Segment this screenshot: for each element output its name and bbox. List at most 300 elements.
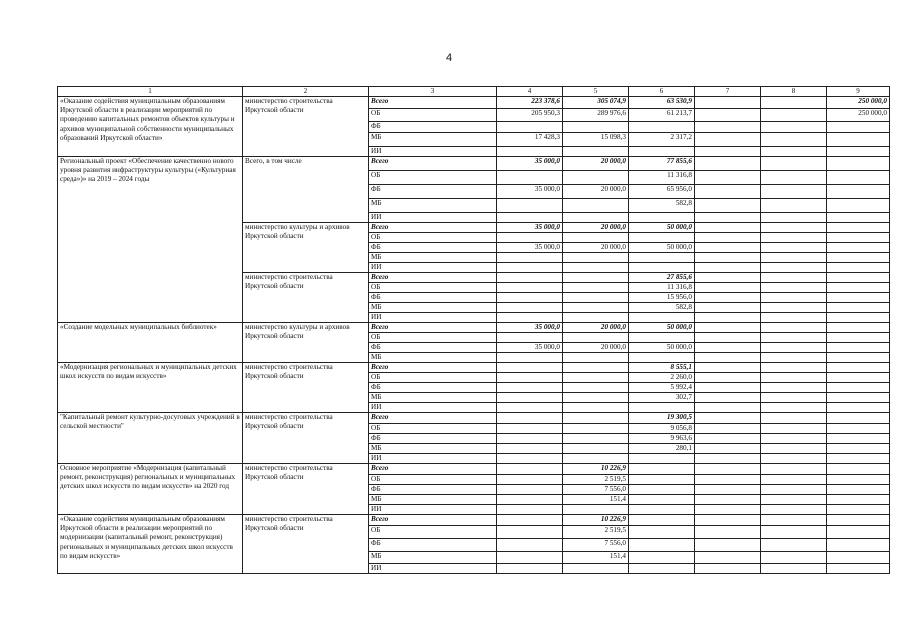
value-cell: 305 074,9 xyxy=(563,97,629,109)
funding-source-cell: ОБ xyxy=(369,475,497,485)
value-cell xyxy=(827,243,890,253)
value-cell xyxy=(695,353,761,363)
value-cell xyxy=(761,333,827,343)
value-cell: 15 956,0 xyxy=(629,293,695,303)
value-cell: 19 300,5 xyxy=(629,413,695,424)
funding-source-cell: Всего xyxy=(369,515,497,526)
value-cell xyxy=(497,475,563,485)
funding-source-cell: ОБ xyxy=(369,333,497,343)
value-cell xyxy=(497,373,563,383)
value-cell xyxy=(761,485,827,495)
value-cell xyxy=(695,223,761,233)
value-cell xyxy=(497,303,563,313)
header-cell: 5 xyxy=(563,87,629,97)
page-number: 4 xyxy=(445,52,453,64)
value-cell xyxy=(497,539,563,552)
value-cell xyxy=(761,185,827,199)
value-cell: 20 000,0 xyxy=(563,223,629,233)
executor-cell: министерство строительства Иркутской области xyxy=(243,363,369,413)
funding-source-cell: Всего xyxy=(369,223,497,233)
funding-source-cell: ОБ xyxy=(369,526,497,539)
value-cell: 27 855,6 xyxy=(629,273,695,283)
funding-source-cell: ИИ xyxy=(369,505,497,515)
funding-source-cell: ИИ xyxy=(369,263,497,273)
value-cell: 9 963,6 xyxy=(629,434,695,444)
header-row xyxy=(58,87,890,97)
executor-cell: министерство строительства Иркутской области xyxy=(243,97,369,157)
value-cell xyxy=(827,454,890,464)
value-cell xyxy=(695,434,761,444)
value-cell xyxy=(827,333,890,343)
value-cell xyxy=(827,253,890,263)
funding-source-cell: МБ xyxy=(369,444,497,454)
value-cell xyxy=(563,263,629,273)
value-cell xyxy=(563,373,629,383)
value-cell: 8 555,1 xyxy=(629,363,695,373)
value-cell xyxy=(497,253,563,263)
funding-source-cell: ОБ xyxy=(369,109,497,122)
value-cell xyxy=(563,253,629,263)
value-cell xyxy=(563,122,629,133)
value-cell xyxy=(695,373,761,383)
value-cell xyxy=(497,464,563,475)
header-cell: 8 xyxy=(761,87,827,97)
value-cell: 35 000,0 xyxy=(497,185,563,199)
table-row-total xyxy=(58,363,890,373)
value-cell xyxy=(761,199,827,213)
value-cell xyxy=(761,343,827,353)
value-cell xyxy=(563,333,629,343)
value-cell xyxy=(827,185,890,199)
funding-source-cell: ОБ xyxy=(369,424,497,434)
value-cell xyxy=(563,273,629,283)
value-cell xyxy=(497,552,563,564)
value-cell xyxy=(827,171,890,185)
value-cell xyxy=(695,505,761,515)
funding-source-cell: ИИ xyxy=(369,147,497,157)
value-cell xyxy=(563,454,629,464)
value-cell: 50 000,0 xyxy=(629,343,695,353)
value-cell xyxy=(827,373,890,383)
funding-source-cell: МБ xyxy=(369,199,497,213)
value-cell xyxy=(761,313,827,323)
value-cell xyxy=(497,403,563,413)
value-cell xyxy=(827,539,890,552)
value-cell xyxy=(761,283,827,293)
value-cell xyxy=(695,444,761,454)
value-cell xyxy=(695,243,761,253)
value-cell xyxy=(695,454,761,464)
value-cell: 35 000,0 xyxy=(497,243,563,253)
table-body xyxy=(58,97,890,574)
value-cell: 151,4 xyxy=(563,495,629,505)
value-cell: 20 000,0 xyxy=(563,243,629,253)
value-cell xyxy=(827,133,890,147)
funding-source-cell: Всего xyxy=(369,413,497,424)
value-cell xyxy=(827,485,890,495)
value-cell xyxy=(695,303,761,313)
value-cell: 35 000,0 xyxy=(497,343,563,353)
funding-source-cell: Всего xyxy=(369,363,497,373)
executor-cell: министерство строительства Иркутской области xyxy=(243,413,369,464)
value-cell: 5 992,4 xyxy=(629,383,695,393)
value-cell: 50 000,0 xyxy=(629,243,695,253)
value-cell xyxy=(629,515,695,526)
value-cell: 35 000,0 xyxy=(497,323,563,333)
value-cell xyxy=(827,313,890,323)
value-cell xyxy=(497,505,563,515)
value-cell xyxy=(695,147,761,157)
value-cell xyxy=(497,171,563,185)
value-cell xyxy=(761,233,827,243)
value-cell xyxy=(497,485,563,495)
value-cell: 35 000,0 xyxy=(497,157,563,171)
value-cell xyxy=(563,303,629,313)
value-cell xyxy=(695,171,761,185)
value-cell xyxy=(827,444,890,454)
value-cell xyxy=(761,539,827,552)
value-cell xyxy=(629,122,695,133)
value-cell xyxy=(563,147,629,157)
executor-cell: министерство строительства Иркутской области xyxy=(243,515,369,574)
funding-source-cell: Всего xyxy=(369,464,497,475)
value-cell xyxy=(563,505,629,515)
value-cell xyxy=(497,515,563,526)
funding-source-cell: Всего xyxy=(369,157,497,171)
value-cell xyxy=(695,293,761,303)
value-cell xyxy=(761,505,827,515)
value-cell xyxy=(629,333,695,343)
value-cell xyxy=(497,293,563,303)
executor-cell: министерство строительства Иркутской области xyxy=(243,273,369,323)
funding-source-cell: ФБ xyxy=(369,434,497,444)
value-cell: 35 000,0 xyxy=(497,223,563,233)
value-cell xyxy=(827,475,890,485)
value-cell: 9 056,8 xyxy=(629,424,695,434)
measure-name: «Оказание содействия муниципальным образованиям Иркутской области в реализации мероприятий по проведению капитальных ремонтов объектов культуры и архивов муниципальной собственности муниципальных образований Иркутской области» xyxy=(58,97,243,157)
value-cell xyxy=(827,263,890,273)
value-cell xyxy=(695,515,761,526)
value-cell xyxy=(695,313,761,323)
value-cell xyxy=(497,353,563,363)
value-cell: 50 000,0 xyxy=(629,223,695,233)
value-cell: 17 428,3 xyxy=(497,133,563,147)
value-cell: 20 000,0 xyxy=(563,157,629,171)
value-cell xyxy=(497,147,563,157)
value-cell xyxy=(827,434,890,444)
value-cell xyxy=(497,313,563,323)
value-cell xyxy=(827,515,890,526)
value-cell xyxy=(695,393,761,403)
table-row-total xyxy=(58,323,890,333)
value-cell xyxy=(629,526,695,539)
value-cell xyxy=(629,147,695,157)
value-cell xyxy=(629,495,695,505)
value-cell xyxy=(827,393,890,403)
value-cell xyxy=(695,526,761,539)
funding-source-cell: ОБ xyxy=(369,373,497,383)
budget-table xyxy=(57,86,890,574)
value-cell xyxy=(497,383,563,393)
value-cell xyxy=(497,213,563,223)
value-cell xyxy=(695,539,761,552)
value-cell xyxy=(761,263,827,273)
value-cell xyxy=(497,495,563,505)
value-cell xyxy=(761,213,827,223)
value-cell xyxy=(563,564,629,574)
value-cell xyxy=(827,343,890,353)
value-cell xyxy=(761,363,827,373)
value-cell xyxy=(497,263,563,273)
value-cell: 7 556,0 xyxy=(563,539,629,552)
value-cell xyxy=(761,495,827,505)
funding-source-cell: ИИ xyxy=(369,454,497,464)
value-cell: 2 519,5 xyxy=(563,526,629,539)
funding-source-cell: Всего xyxy=(369,273,497,283)
value-cell xyxy=(497,444,563,454)
value-cell: 15 098,3 xyxy=(563,133,629,147)
value-cell xyxy=(827,199,890,213)
header-cell: 7 xyxy=(695,87,761,97)
value-cell xyxy=(563,363,629,373)
value-cell xyxy=(761,434,827,444)
funding-source-cell: ФБ xyxy=(369,383,497,393)
measure-name: «Модернизация региональных и муниципальных детских школ искусств по видам искусств» xyxy=(58,363,243,413)
value-cell: 250 000,0 xyxy=(827,97,890,109)
table-row-total xyxy=(58,515,890,526)
value-cell xyxy=(629,464,695,475)
value-cell xyxy=(827,147,890,157)
value-cell xyxy=(695,363,761,373)
value-cell xyxy=(497,363,563,373)
value-cell xyxy=(761,97,827,109)
value-cell xyxy=(695,475,761,485)
value-cell xyxy=(761,353,827,363)
value-cell xyxy=(629,539,695,552)
value-cell xyxy=(629,313,695,323)
value-cell xyxy=(827,495,890,505)
funding-source-cell: ФБ xyxy=(369,243,497,253)
value-cell xyxy=(629,564,695,574)
funding-source-cell: ФБ xyxy=(369,185,497,199)
value-cell xyxy=(497,424,563,434)
measure-name: "Капитальный ремонт культурно-досуговых учреждений в сельской местности" xyxy=(58,413,243,464)
value-cell xyxy=(497,333,563,343)
value-cell xyxy=(695,213,761,223)
value-cell xyxy=(827,303,890,313)
value-cell xyxy=(761,323,827,333)
value-cell: 250 000,0 xyxy=(827,109,890,122)
funding-source-cell: МБ xyxy=(369,133,497,147)
value-cell xyxy=(827,353,890,363)
value-cell xyxy=(695,109,761,122)
value-cell: 205 950,3 xyxy=(497,109,563,122)
header-cell: 1 xyxy=(58,87,243,97)
value-cell xyxy=(563,283,629,293)
table-row-total xyxy=(58,413,890,424)
value-cell xyxy=(761,464,827,475)
value-cell xyxy=(827,424,890,434)
value-cell: 61 213,7 xyxy=(629,109,695,122)
value-cell xyxy=(761,413,827,424)
value-cell xyxy=(563,424,629,434)
value-cell xyxy=(497,273,563,283)
value-cell xyxy=(761,171,827,185)
value-cell: 151,4 xyxy=(563,552,629,564)
value-cell xyxy=(629,552,695,564)
value-cell xyxy=(761,403,827,413)
executor-cell: министерство строительства Иркутской области xyxy=(243,464,369,515)
funding-source-cell: ИИ xyxy=(369,403,497,413)
value-cell xyxy=(563,199,629,213)
value-cell xyxy=(761,122,827,133)
value-cell xyxy=(695,263,761,273)
funding-source-cell: ФБ xyxy=(369,343,497,353)
value-cell xyxy=(827,413,890,424)
funding-source-cell: МБ xyxy=(369,303,497,313)
value-cell xyxy=(827,223,890,233)
value-cell xyxy=(563,413,629,424)
value-cell: 20 000,0 xyxy=(563,343,629,353)
value-cell xyxy=(695,233,761,243)
value-cell xyxy=(761,157,827,171)
value-cell xyxy=(629,505,695,515)
value-cell xyxy=(497,564,563,574)
value-cell: 7 556,0 xyxy=(563,485,629,495)
value-cell xyxy=(695,552,761,564)
value-cell xyxy=(695,133,761,147)
value-cell xyxy=(695,97,761,109)
value-cell xyxy=(761,475,827,485)
value-cell xyxy=(695,424,761,434)
value-cell xyxy=(827,323,890,333)
executor-cell: министерство культуры и архивов Иркутской области xyxy=(243,223,369,273)
value-cell xyxy=(497,413,563,424)
measure-name: Основное мероприятие «Модернизация (капитальный ремонт, реконструкция) региональных и муниципальных детских школ искусств по видам искусств» на 2020 год xyxy=(58,464,243,515)
value-cell: 20 000,0 xyxy=(563,185,629,199)
funding-source-cell: ФБ xyxy=(369,293,497,303)
value-cell xyxy=(695,485,761,495)
funding-source-cell: ОБ xyxy=(369,171,497,185)
value-cell xyxy=(761,223,827,233)
value-cell xyxy=(761,515,827,526)
value-cell xyxy=(827,363,890,373)
value-cell xyxy=(827,383,890,393)
value-cell: 11 316,8 xyxy=(629,171,695,185)
value-cell: 289 976,6 xyxy=(563,109,629,122)
value-cell xyxy=(827,564,890,574)
value-cell xyxy=(563,444,629,454)
value-cell xyxy=(827,157,890,171)
value-cell xyxy=(695,564,761,574)
value-cell xyxy=(761,424,827,434)
value-cell xyxy=(563,213,629,223)
value-cell: 302,7 xyxy=(629,393,695,403)
value-cell: 10 226,9 xyxy=(563,515,629,526)
header-cell: 9 xyxy=(827,87,890,97)
value-cell xyxy=(629,485,695,495)
executor-cell: министерство культуры и архивов Иркутской области xyxy=(243,323,369,363)
value-cell xyxy=(761,273,827,283)
header-cell: 3 xyxy=(369,87,497,97)
value-cell: 223 378,6 xyxy=(497,97,563,109)
value-cell xyxy=(695,464,761,475)
value-cell xyxy=(761,303,827,313)
funding-source-cell: МБ xyxy=(369,552,497,564)
measure-name: «Оказание содействия муниципальным образованиям Иркутской области в реализации мероприятий по модернизации (капитальный ремонт, реконструкция) региональных и муниципальных детских школ искусств по видам искусств» xyxy=(58,515,243,574)
funding-source-cell: ОБ xyxy=(369,233,497,243)
value-cell xyxy=(629,475,695,485)
value-cell xyxy=(695,383,761,393)
funding-source-cell: ФБ xyxy=(369,539,497,552)
value-cell xyxy=(695,185,761,199)
value-cell xyxy=(563,313,629,323)
value-cell xyxy=(629,263,695,273)
value-cell: 11 316,8 xyxy=(629,283,695,293)
header-cell: 2 xyxy=(243,87,369,97)
value-cell: 10 226,9 xyxy=(563,464,629,475)
value-cell xyxy=(497,199,563,213)
value-cell xyxy=(695,253,761,263)
value-cell xyxy=(563,353,629,363)
value-cell xyxy=(761,109,827,122)
value-cell xyxy=(761,243,827,253)
value-cell: 2 260,0 xyxy=(629,373,695,383)
value-cell xyxy=(695,283,761,293)
value-cell xyxy=(761,444,827,454)
header-cell: 4 xyxy=(497,87,563,97)
funding-source-cell: ИИ xyxy=(369,213,497,223)
value-cell xyxy=(827,273,890,283)
value-cell xyxy=(827,526,890,539)
table-row-total xyxy=(58,97,890,109)
funding-source-cell: ФБ xyxy=(369,122,497,133)
value-cell: 582,8 xyxy=(629,199,695,213)
funding-source-cell: ИИ xyxy=(369,564,497,574)
value-cell xyxy=(563,383,629,393)
value-cell xyxy=(827,283,890,293)
table-row-total xyxy=(58,464,890,475)
value-cell xyxy=(629,403,695,413)
value-cell xyxy=(761,393,827,403)
header-cell: 6 xyxy=(629,87,695,97)
funding-source-cell: Всего xyxy=(369,97,497,109)
funding-source-cell: ИИ xyxy=(369,313,497,323)
value-cell xyxy=(761,564,827,574)
value-cell: 77 855,6 xyxy=(629,157,695,171)
value-cell xyxy=(827,552,890,564)
value-cell: 20 000,0 xyxy=(563,323,629,333)
value-cell xyxy=(695,157,761,171)
measure-name: Региональный проект «Обеспечение качественно нового уровня развития инфраструктуры культуры («Культурная среда»)» на 2019 – 2024 годы xyxy=(58,157,243,323)
funding-source-cell: МБ xyxy=(369,253,497,263)
funding-source-cell: Всего xyxy=(369,323,497,333)
value-cell xyxy=(695,199,761,213)
value-cell xyxy=(563,171,629,185)
value-cell xyxy=(563,293,629,303)
value-cell xyxy=(695,333,761,343)
value-cell xyxy=(695,343,761,353)
value-cell xyxy=(497,454,563,464)
value-cell xyxy=(761,383,827,393)
executor-cell: Всего, в том числе xyxy=(243,157,369,223)
value-cell xyxy=(695,403,761,413)
value-cell xyxy=(563,233,629,243)
value-cell: 65 956,0 xyxy=(629,185,695,199)
value-cell xyxy=(761,373,827,383)
funding-source-cell: МБ xyxy=(369,353,497,363)
value-cell xyxy=(827,403,890,413)
